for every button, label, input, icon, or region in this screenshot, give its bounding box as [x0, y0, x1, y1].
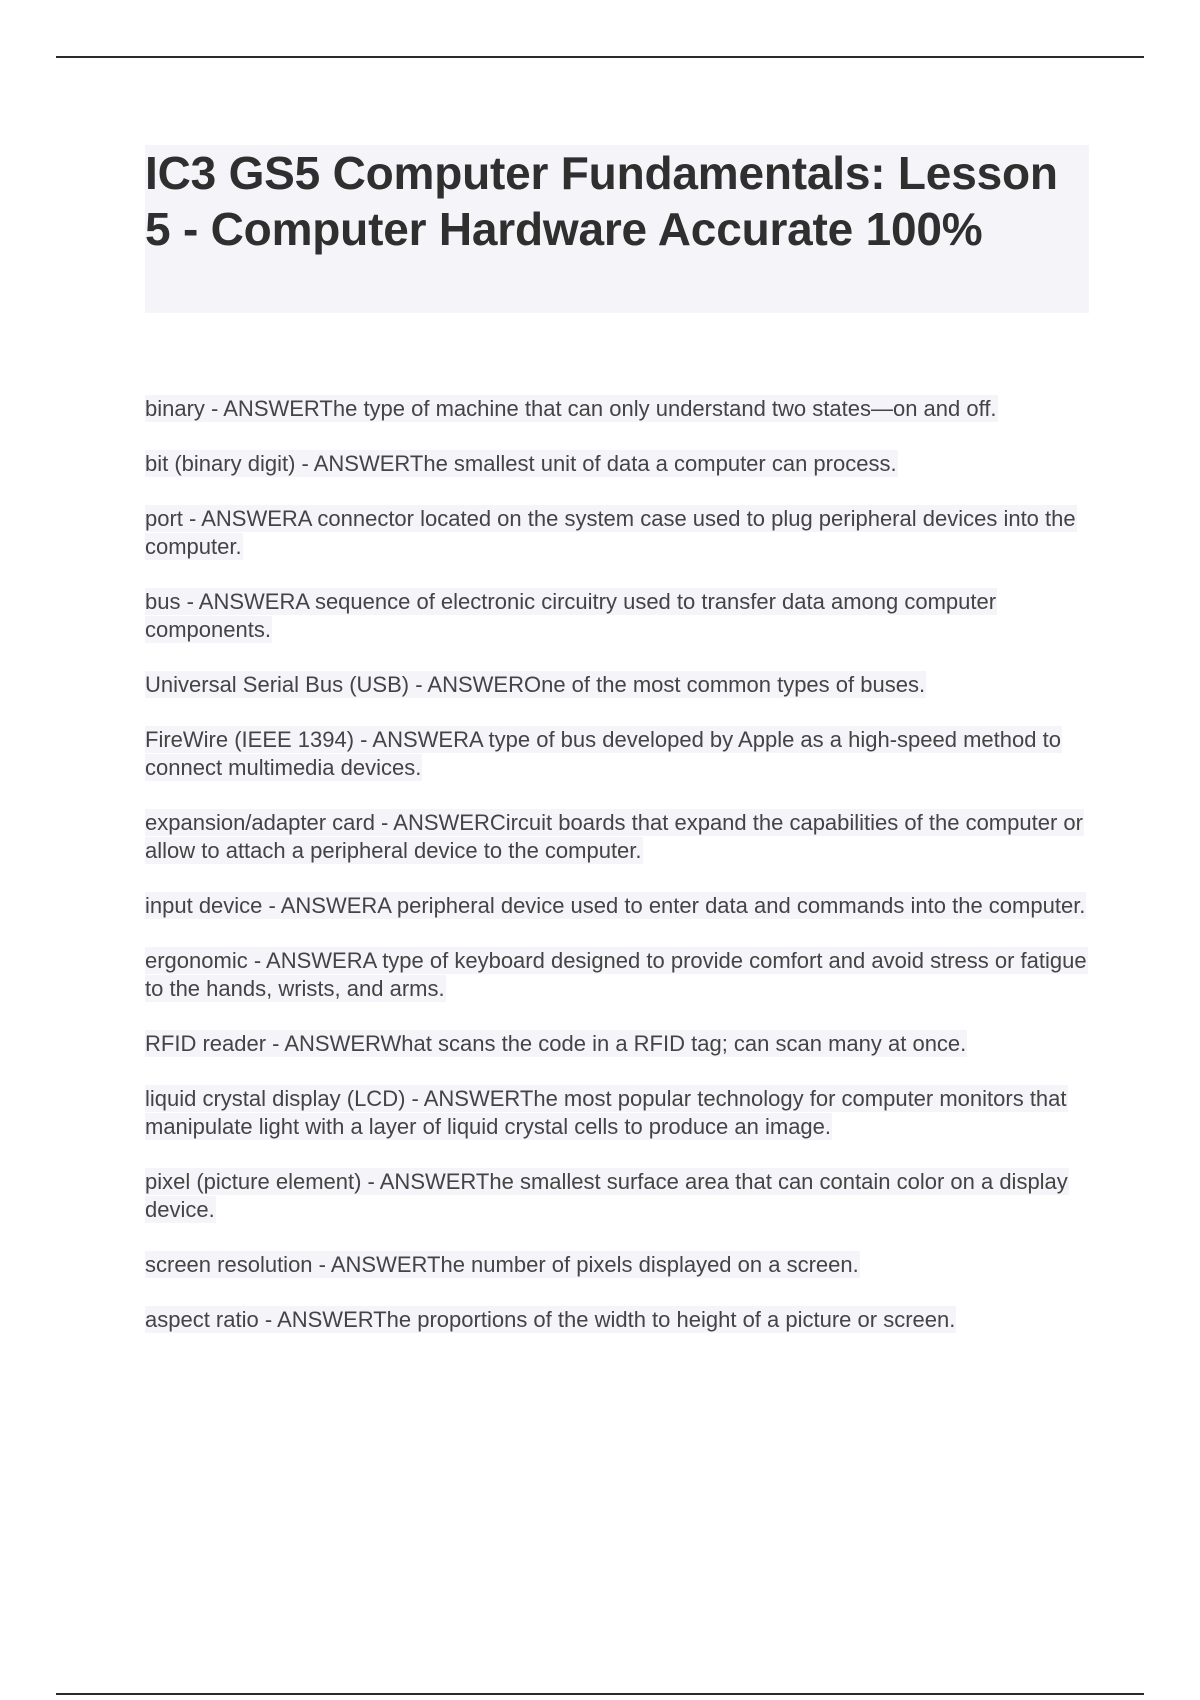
- flashcard-entry: [145, 892, 1090, 920]
- flashcard-entry: [145, 1030, 1090, 1058]
- flashcard-entry: [145, 450, 1090, 478]
- flashcard-entry: [145, 726, 1090, 782]
- flashcard-text: screen resolution - ANSWERThe number of pixels displayed on a screen.: [145, 1252, 859, 1277]
- flashcard-entry: [145, 505, 1090, 561]
- flashcard-list: [145, 395, 1090, 1361]
- document-title: IC3 GS5 Computer Fundamentals: Lesson 5 - Computer Hardware Accurate 100%: [145, 147, 1058, 255]
- flashcard-entry: [145, 809, 1090, 865]
- flashcard-entry: [145, 947, 1090, 1003]
- flashcard-text: ergonomic - ANSWERA type of keyboard designed to provide comfort and avoid stress or fatigue to the hands, wrists, and arms.: [145, 948, 1087, 1001]
- bottom-divider: [56, 1693, 1144, 1695]
- flashcard-entry: [145, 1306, 1090, 1334]
- flashcard-text: FireWire (IEEE 1394) - ANSWERA type of bus developed by Apple as a high-speed method to connect multimedia devices.: [145, 727, 1061, 780]
- flashcard-text: port - ANSWERA connector located on the system case used to plug peripheral devices into the computer.: [145, 506, 1076, 559]
- flashcard-text: bus - ANSWERA sequence of electronic circuitry used to transfer data among computer components.: [145, 589, 997, 642]
- flashcard-entry: [145, 1251, 1090, 1279]
- flashcard-entry: [145, 395, 1090, 423]
- flashcard-text: expansion/adapter card - ANSWERCircuit boards that expand the capabilities of the computer or allow to attach a peripheral device to the computer.: [145, 810, 1083, 863]
- flashcard-text: pixel (picture element) - ANSWERThe smallest surface area that can contain color on a display device.: [145, 1169, 1068, 1222]
- title-block: [145, 145, 1089, 313]
- flashcard-text: Universal Serial Bus (USB) - ANSWEROne of the most common types of buses.: [145, 672, 926, 697]
- flashcard-text: input device - ANSWERA peripheral device used to enter data and commands into the computer.: [145, 893, 1086, 918]
- flashcard-text: aspect ratio - ANSWERThe proportions of the width to height of a picture or screen.: [145, 1307, 956, 1332]
- top-divider: [56, 56, 1144, 58]
- flashcard-text: binary - ANSWERThe type of machine that can only understand two states—on and off.: [145, 396, 997, 421]
- flashcard-entry: [145, 671, 1090, 699]
- flashcard-entry: [145, 1168, 1090, 1224]
- flashcard-text: bit (binary digit) - ANSWERThe smallest unit of data a computer can process.: [145, 451, 897, 476]
- flashcard-text: liquid crystal display (LCD) - ANSWERThe most popular technology for computer monitors that manipulate light with a layer of liquid crystal cells to produce an image.: [145, 1086, 1067, 1139]
- flashcard-text: RFID reader - ANSWERWhat scans the code in a RFID tag; can scan many at once.: [145, 1031, 967, 1056]
- flashcard-entry: [145, 1085, 1090, 1141]
- flashcard-entry: [145, 588, 1090, 644]
